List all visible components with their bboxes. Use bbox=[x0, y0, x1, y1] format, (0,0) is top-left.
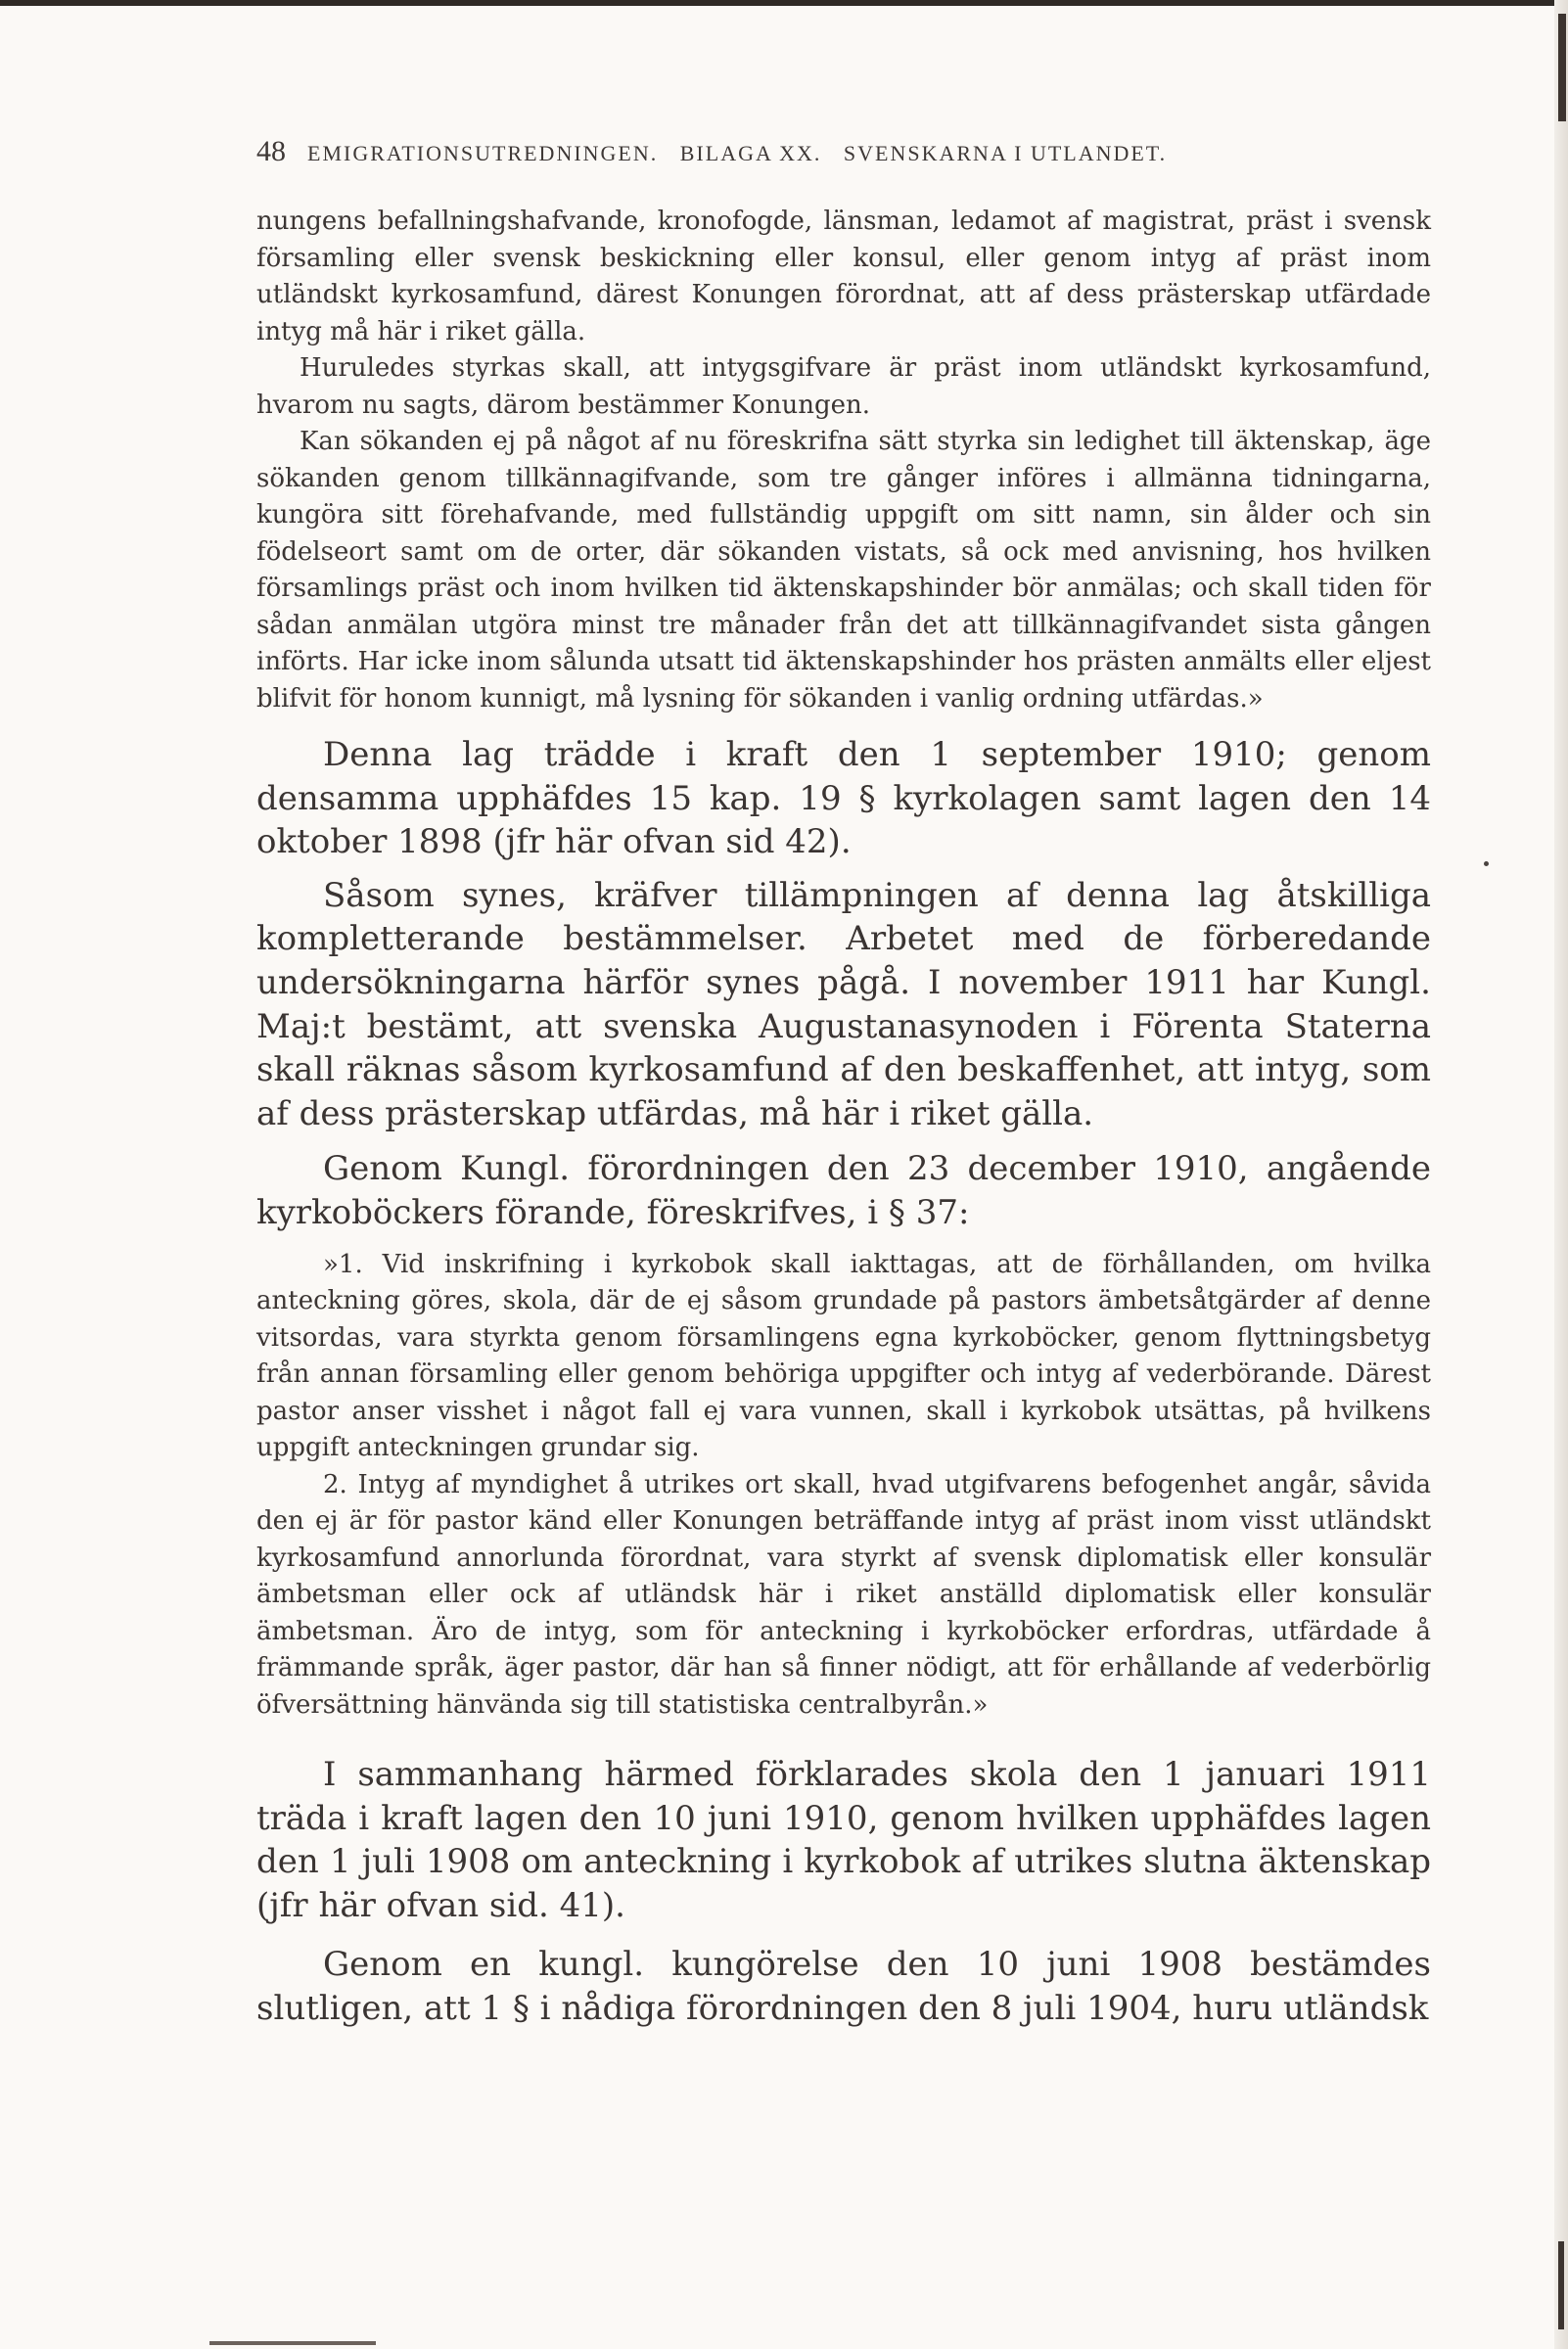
scan-right-edge bbox=[1554, 0, 1568, 2349]
scan-bottom-mark bbox=[209, 2341, 376, 2345]
edge-mark bbox=[1558, 14, 1566, 121]
quoted-paragraph: »1. Vid inskrifning i kyrkobok skall iakttagas, att de förhållanden, om hvilka anteckning göres, skola, där de ej såsom grundade på pastors ämbetsåtgärder af denne vitsordas, vara styrkta genom församlingens egna kyrkoböcker, genom flyttningsbetyg från annan församling eller genom behöriga uppgifter och intyg af vederbörande. Därest pastor anser visshet i något fall ej vara vunnen, skall i kyrkobok utsättas, på hvilkens uppgift anteckningen grundar sig. bbox=[256, 1249, 1431, 1463]
running-title: EMIGRATIONSUTREDNINGEN. BILAGA XX. SVENSKARNA I UTLANDET. bbox=[307, 141, 1168, 165]
running-header bbox=[256, 135, 1421, 168]
paragraph: Genom Kungl. förordningen den 23 december 1910, angående kyrkoböckers förande, föreskrifves, i § 37: bbox=[256, 1149, 1431, 1232]
paragraph: Såsom synes, kräfver tillämpningen af denna lag åtskilliga kompletterande bestämmelser. Arbetet med de förberedande undersökningarna härför synes pågå. I november 1911 har Kungl. Maj:t bestämt, att svenska Augustanasynoden i Förenta Staterna skall räknas såsom kyrkosamfund af den beskaffenhet, att intyg, som af dess prästerskap utfärdas, må här i riket gälla. bbox=[256, 875, 1431, 1133]
page-body bbox=[256, 204, 1431, 2031]
paragraph: nungens befallningshafvande, kronofogde, länsman, ledamot af magistrat, präst i svensk församling eller svensk beskickning eller konsul, eller genom intyg af präst inom utländskt kyrkosamfund, därest Konungen förordnat, att af dess prästerskap utfärdade intyg må här i riket gälla. bbox=[256, 207, 1431, 346]
edge-mark bbox=[1558, 2241, 1564, 2329]
paragraph: Huruledes styrkas skall, att intygsgifvare är präst inom utländskt kyrkosamfund, hvarom nu sagts, därom bestämmer Konungen. bbox=[256, 353, 1431, 420]
scan-top-edge bbox=[0, 0, 1568, 6]
paragraph: Genom en kungl. kungörelse den 10 juni 1908 bestämdes slutligen, att 1 § i nådiga förordningen den 8 juli 1904, huru utländsk bbox=[256, 1945, 1431, 2028]
quoted-paragraph: 2. Intyg af myndighet å utrikes ort skall, hvad utgifvarens befogenhet angår, såvida den ej är för pastor känd eller Konungen beträffande intyg af präst inom visst utländskt kyrkosamfund annorlunda förordnat, vara styrkt af svensk diplomatisk eller konsulär ämbetsman eller ock af utländsk här i riket anställd diplomatisk eller konsulär ämbetsman. Äro de intyg, som för anteckning i kyrkoböcker erfordras, utfärdade å främmande språk, äger pastor, där han så finner nödigt, att för erhållande af vederbörlig öfversättning hänvända sig till statistiska centralbyrån.» bbox=[256, 1469, 1431, 1720]
margin-dot bbox=[1484, 861, 1489, 866]
page-number: 48 bbox=[256, 135, 286, 167]
paragraph: Kan sökanden ej på något af nu föreskrifna sätt styrka sin ledighet till äktenskap, äge sökanden genom tillkännagifvande, som tre gånger införes i allmänna tidningarna, kungöra sitt förehafvande, med fullständig uppgift om sitt namn, sin ålder och sin födelseort samt om de orter, där sökanden vistats, så ock med anvisning, hos hvilken församlings präst och inom hvilken tid äktenskapshinder bör anmälas; och skall tiden för sådan anmälan utgöra minst tre månader från det att tillkännagifvandet sista gången införts. Har icke inom sålunda utsatt tid äktenskapshinder hos prästen anmälts eller eljest blifvit för honom kunnigt, må lysning för sökanden i vanlig ordning utfärdas.» bbox=[256, 427, 1431, 714]
paragraph: I sammanhang härmed förklarades skola den 1 januari 1911 träda i kraft lagen den 10 juni 1910, genom hvilken upphäfdes lagen den 1 juli 1908 om anteckning i kyrkobok af utrikes slutna äktenskap (jfr här ofvan sid. 41). bbox=[256, 1755, 1431, 1925]
paragraph: Denna lag trädde i kraft den 1 september 1910; genom densamma upphäfdes 15 kap. 19 § kyrkolagen samt lagen den 14 oktober 1898 (jfr här ofvan sid 42). bbox=[256, 735, 1431, 862]
